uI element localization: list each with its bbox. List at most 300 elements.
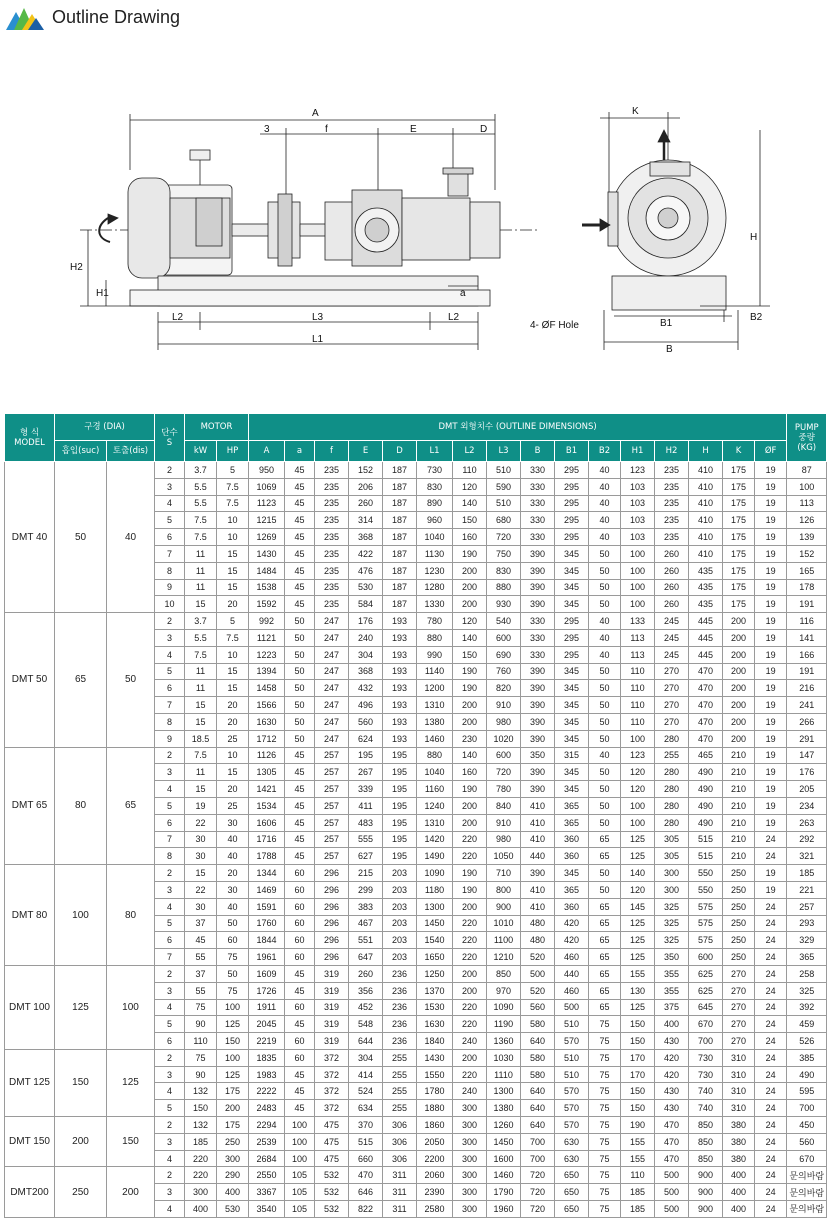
table-cell: 930 — [487, 596, 521, 613]
dim-label-l1: L1 — [312, 334, 324, 345]
table-cell: 19 — [755, 781, 787, 798]
table-cell: 19 — [755, 545, 787, 562]
table-cell: 175 — [723, 579, 755, 596]
header-dis: 토출(dis) — [107, 441, 155, 462]
table-cell: 60 — [217, 932, 249, 949]
table-cell: 55 — [185, 982, 217, 999]
table-cell: 345 — [555, 781, 589, 798]
table-cell: 390 — [521, 680, 555, 697]
table-cell: 15 — [185, 781, 217, 798]
table-cell: 40 — [589, 747, 621, 764]
table-cell: 175 — [723, 495, 755, 512]
table-cell: 257 — [315, 747, 349, 764]
table-cell: 210 — [723, 797, 755, 814]
table-cell: 250 — [723, 949, 755, 966]
table-cell: 660 — [349, 1150, 383, 1167]
table-cell: 560 — [787, 1133, 827, 1150]
table-cell: 570 — [555, 1117, 589, 1134]
table-cell: 45 — [285, 965, 315, 982]
table-cell: 720 — [521, 1184, 555, 1201]
table-cell: 980 — [487, 713, 521, 730]
table-cell: 235 — [655, 462, 689, 479]
header-col: D — [383, 441, 417, 462]
table-cell: 1960 — [487, 1201, 521, 1218]
table-cell: 193 — [383, 629, 417, 646]
table-cell: 350 — [521, 747, 555, 764]
table-cell: 1606 — [249, 814, 285, 831]
table-cell: 410 — [689, 512, 723, 529]
table-cell: 1600 — [487, 1150, 521, 1167]
table-cell: 385 — [787, 1049, 827, 1066]
table-cell: 880 — [417, 629, 453, 646]
dis-cell: 200 — [107, 1167, 155, 1217]
table-cell: 760 — [487, 663, 521, 680]
table-cell: 3540 — [249, 1201, 285, 1218]
table-cell: 1844 — [249, 932, 285, 949]
table-cell: 220 — [453, 1066, 487, 1083]
table-cell: 100 — [621, 545, 655, 562]
table-cell: 1790 — [487, 1184, 521, 1201]
table-cell: 190 — [453, 680, 487, 697]
table-cell: 345 — [555, 865, 589, 882]
table-cell: 90 — [185, 1016, 217, 1033]
table-cell: 145 — [621, 898, 655, 915]
table-cell: 3 — [155, 629, 185, 646]
table-cell: 250 — [723, 932, 755, 949]
table-cell: 570 — [555, 1100, 589, 1117]
table-cell: 380 — [723, 1150, 755, 1167]
table-cell: 410 — [689, 462, 723, 479]
table-cell: 1550 — [417, 1066, 453, 1083]
table-cell: 1469 — [249, 881, 285, 898]
table-cell: 132 — [185, 1083, 217, 1100]
table-cell: 185 — [621, 1201, 655, 1218]
table-cell: 314 — [349, 512, 383, 529]
table-cell: 411 — [349, 797, 383, 814]
table-cell: 65 — [589, 898, 621, 915]
table-cell: 780 — [487, 781, 521, 798]
table-cell: 40 — [217, 848, 249, 865]
sub-header-row — [5, 441, 827, 462]
table-cell: 270 — [723, 1016, 755, 1033]
table-cell: 345 — [555, 697, 589, 714]
table-cell: 390 — [521, 697, 555, 714]
table-cell: 410 — [521, 881, 555, 898]
table-cell: 1788 — [249, 848, 285, 865]
table-cell: 175 — [723, 562, 755, 579]
table-cell: 450 — [787, 1117, 827, 1134]
table-cell: 390 — [521, 730, 555, 747]
table-row — [5, 1167, 827, 1184]
table-cell: 110 — [621, 697, 655, 714]
table-cell: 140 — [621, 865, 655, 882]
table-cell: 410 — [521, 831, 555, 848]
table-cell: 435 — [689, 596, 723, 613]
table-cell: 445 — [689, 629, 723, 646]
table-cell: 1223 — [249, 646, 285, 663]
header-col: L3 — [487, 441, 521, 462]
table-cell: 470 — [689, 730, 723, 747]
table-cell: 3 — [155, 1066, 185, 1083]
table-cell: 1835 — [249, 1049, 285, 1066]
table-cell: 300 — [453, 1201, 487, 1218]
table-cell: 270 — [655, 663, 689, 680]
header-col: kW — [185, 441, 217, 462]
table-cell: 15 — [185, 596, 217, 613]
table-cell: 203 — [383, 898, 417, 915]
table-cell: 647 — [349, 949, 383, 966]
table-cell: 19 — [755, 462, 787, 479]
dim-label-h: H — [750, 232, 758, 243]
table-cell: 75 — [589, 1133, 621, 1150]
table-cell: 255 — [383, 1100, 417, 1117]
table-cell: 470 — [655, 1150, 689, 1167]
table-cell: 470 — [689, 713, 723, 730]
table-cell: 290 — [217, 1167, 249, 1184]
table-cell: 295 — [555, 613, 589, 630]
table-cell: 19 — [755, 730, 787, 747]
table-cell: 330 — [521, 462, 555, 479]
table-cell: 1458 — [249, 680, 285, 697]
table-cell: 22 — [185, 881, 217, 898]
table-cell: 430 — [655, 1033, 689, 1050]
table-row — [5, 1049, 827, 1066]
table-cell: 3.7 — [185, 613, 217, 630]
table-cell: 45 — [285, 512, 315, 529]
table-cell: 45 — [285, 848, 315, 865]
table-cell: 470 — [689, 680, 723, 697]
table-cell: 990 — [417, 646, 453, 663]
table-cell: 850 — [689, 1117, 723, 1134]
table-cell: 1215 — [249, 512, 285, 529]
table-cell: 235 — [315, 545, 349, 562]
table-cell: 150 — [621, 1083, 655, 1100]
table-cell: 220 — [453, 831, 487, 848]
table-cell: 496 — [349, 697, 383, 714]
table-cell: 319 — [315, 982, 349, 999]
table-cell: 120 — [621, 881, 655, 898]
table-cell: 500 — [655, 1201, 689, 1218]
table-cell: 24 — [755, 1016, 787, 1033]
table-cell: 50 — [589, 730, 621, 747]
model-cell: DMT200 — [5, 1167, 55, 1217]
table-cell: 850 — [689, 1133, 723, 1150]
table-cell: 830 — [417, 478, 453, 495]
table-cell: 257 — [315, 814, 349, 831]
table-cell: 600 — [487, 747, 521, 764]
dim-label-h2: H2 — [70, 262, 83, 273]
table-cell: 110 — [621, 1167, 655, 1184]
table-cell: 296 — [315, 949, 349, 966]
table-cell: 390 — [521, 562, 555, 579]
table-cell: 50 — [589, 562, 621, 579]
table-cell: 4 — [155, 1150, 185, 1167]
dim-label-e: E — [410, 124, 417, 135]
table-cell: 315 — [555, 747, 589, 764]
table-cell: 200 — [453, 814, 487, 831]
table-cell: 580 — [521, 1016, 555, 1033]
table-cell: 205 — [787, 781, 827, 798]
table-cell: 345 — [555, 562, 589, 579]
table-cell: 200 — [723, 713, 755, 730]
table-cell: 87 — [787, 462, 827, 479]
table-cell: 7 — [155, 545, 185, 562]
table-cell: 175 — [723, 529, 755, 546]
dim-label-l2-right: L2 — [448, 312, 460, 323]
table-cell: 380 — [723, 1133, 755, 1150]
table-cell: 193 — [383, 713, 417, 730]
table-cell: 195 — [383, 747, 417, 764]
table-cell: 255 — [383, 1049, 417, 1066]
table-cell: 280 — [655, 797, 689, 814]
table-cell: 11 — [185, 680, 217, 697]
table-cell: 555 — [349, 831, 383, 848]
table-cell: 175 — [217, 1083, 249, 1100]
table-cell: 247 — [315, 730, 349, 747]
table-cell: 296 — [315, 881, 349, 898]
table-cell: 200 — [723, 613, 755, 630]
table-cell: 3 — [155, 1184, 185, 1201]
table-cell: 132 — [185, 1117, 217, 1134]
table-cell: 2 — [155, 865, 185, 882]
table-cell: 475 — [315, 1133, 349, 1150]
table-cell: 190 — [621, 1117, 655, 1134]
table-cell: 329 — [787, 932, 827, 949]
table-cell: 740 — [689, 1083, 723, 1100]
table-cell: 1566 — [249, 697, 285, 714]
table-cell: 257 — [315, 781, 349, 798]
table-cell: 100 — [217, 1049, 249, 1066]
table-cell: 110 — [621, 680, 655, 697]
table-cell: 1484 — [249, 562, 285, 579]
table-cell: 175 — [723, 596, 755, 613]
table-cell: 1380 — [417, 713, 453, 730]
table-cell: 8 — [155, 713, 185, 730]
table-cell: 203 — [383, 932, 417, 949]
table-cell: 45 — [285, 781, 315, 798]
table-cell: 575 — [689, 932, 723, 949]
table-cell: 4 — [155, 898, 185, 915]
table-cell: 166 — [787, 646, 827, 663]
table-cell: 60 — [285, 932, 315, 949]
header-col: L1 — [417, 441, 453, 462]
table-cell: 105 — [285, 1201, 315, 1218]
table-cell: 200 — [453, 965, 487, 982]
table-cell: 100 — [621, 579, 655, 596]
table-cell: 500 — [655, 1167, 689, 1184]
table-cell: 25 — [217, 730, 249, 747]
table-cell: 2 — [155, 613, 185, 630]
table-cell: 247 — [315, 613, 349, 630]
table-cell: 200 — [453, 596, 487, 613]
table-cell: 1430 — [417, 1049, 453, 1066]
table-cell: 60 — [285, 1049, 315, 1066]
table-cell: 390 — [521, 713, 555, 730]
table-cell: 257 — [315, 848, 349, 865]
table-cell: 390 — [521, 579, 555, 596]
table-cell: 296 — [315, 932, 349, 949]
table-cell: 25 — [217, 797, 249, 814]
table-cell: 900 — [689, 1201, 723, 1218]
table-cell: 155 — [621, 1150, 655, 1167]
table-cell: 4 — [155, 1083, 185, 1100]
table-cell: 203 — [383, 915, 417, 932]
table-cell: 680 — [487, 512, 521, 529]
table-cell: 15 — [217, 562, 249, 579]
table-cell: 645 — [689, 999, 723, 1016]
table-cell: 360 — [555, 898, 589, 915]
table-cell: 200 — [723, 680, 755, 697]
table-cell: 210 — [723, 747, 755, 764]
table-cell: 250 — [723, 881, 755, 898]
table-cell: 8 — [155, 562, 185, 579]
table-cell: 75 — [589, 1083, 621, 1100]
table-cell: 10 — [155, 596, 185, 613]
table-cell: 590 — [487, 478, 521, 495]
table-cell: 200 — [217, 1100, 249, 1117]
table-cell: 37 — [185, 965, 217, 982]
table-cell: 140 — [453, 629, 487, 646]
table-cell: 100 — [621, 730, 655, 747]
table-cell: 45 — [285, 814, 315, 831]
table-cell: 65 — [589, 999, 621, 1016]
table-cell: 110 — [453, 462, 487, 479]
table-cell: 50 — [589, 781, 621, 798]
table-cell: 1860 — [417, 1117, 453, 1134]
dim-label-l2-left: L2 — [172, 312, 184, 323]
table-cell: 390 — [521, 663, 555, 680]
table-cell: 50 — [589, 697, 621, 714]
table-cell: 532 — [315, 1201, 349, 1218]
table-cell: 191 — [787, 596, 827, 613]
table-cell: 187 — [383, 462, 417, 479]
table-cell: 520 — [521, 982, 555, 999]
table-cell: 548 — [349, 1016, 383, 1033]
table-cell: 216 — [787, 680, 827, 697]
table-cell: 45 — [285, 562, 315, 579]
table-cell: 210 — [723, 848, 755, 865]
table-cell: 236 — [383, 1016, 417, 1033]
table-cell: 1069 — [249, 478, 285, 495]
table-cell: 420 — [655, 1049, 689, 1066]
table-cell: 410 — [689, 478, 723, 495]
table-cell: 247 — [315, 697, 349, 714]
table-cell: 7.5 — [185, 529, 217, 546]
table-cell: 20 — [217, 697, 249, 714]
table-cell: 24 — [755, 1117, 787, 1134]
table-cell: 7.5 — [217, 495, 249, 512]
table-cell: 470 — [349, 1167, 383, 1184]
table-cell: 584 — [349, 596, 383, 613]
table-cell: 152 — [787, 545, 827, 562]
table-cell: 125 — [217, 1066, 249, 1083]
dim-label-b: B — [666, 344, 673, 355]
table-cell: 3 — [155, 982, 185, 999]
table-row — [5, 462, 827, 479]
table-cell: 160 — [453, 764, 487, 781]
table-cell: 1911 — [249, 999, 285, 1016]
table-cell: 330 — [521, 629, 555, 646]
table-cell: 3 — [155, 1133, 185, 1150]
table-cell: 4 — [155, 646, 185, 663]
table-cell: 1310 — [417, 814, 453, 831]
table-cell: 24 — [755, 1184, 787, 1201]
dim-label-d: D — [480, 124, 488, 135]
table-cell: 2684 — [249, 1150, 285, 1167]
table-cell: 625 — [689, 965, 723, 982]
table-cell: 575 — [689, 915, 723, 932]
table-cell: 644 — [349, 1033, 383, 1050]
table-cell: 65 — [589, 848, 621, 865]
table-cell: 483 — [349, 814, 383, 831]
table-cell: 195 — [383, 797, 417, 814]
table-cell: 230 — [453, 730, 487, 747]
table-cell: 60 — [285, 1033, 315, 1050]
table-cell: 40 — [217, 831, 249, 848]
table-cell: 390 — [521, 764, 555, 781]
suc-cell: 250 — [55, 1167, 107, 1217]
header-col: E — [349, 441, 383, 462]
dim-label-k: K — [632, 106, 639, 117]
table-cell: 45 — [285, 764, 315, 781]
table-cell: 140 — [453, 495, 487, 512]
table-cell: 247 — [315, 629, 349, 646]
table-cell: 175 — [217, 1117, 249, 1134]
table-cell: 1240 — [417, 797, 453, 814]
table-cell: 430 — [655, 1100, 689, 1117]
table-row — [5, 965, 827, 982]
table-cell: 575 — [689, 898, 723, 915]
table-cell: 24 — [755, 965, 787, 982]
table-cell: 1100 — [487, 932, 521, 949]
table-cell: 20 — [217, 713, 249, 730]
table-cell: 1780 — [417, 1083, 453, 1100]
table-cell: 139 — [787, 529, 827, 546]
table-cell: 306 — [383, 1117, 417, 1134]
table-cell: 50 — [589, 579, 621, 596]
table-cell: 15 — [217, 764, 249, 781]
table-cell: 187 — [383, 562, 417, 579]
table-cell: 460 — [555, 949, 589, 966]
table-cell: 720 — [487, 529, 521, 546]
table-cell: 50 — [589, 865, 621, 882]
table-cell: 295 — [555, 529, 589, 546]
dim-label-l3: L3 — [312, 312, 324, 323]
table-cell: 103 — [621, 512, 655, 529]
table-cell: 5.5 — [185, 495, 217, 512]
table-cell: 1370 — [417, 982, 453, 999]
table-cell: 245 — [655, 646, 689, 663]
table-cell: 700 — [521, 1150, 555, 1167]
header-suc: 흡입(suc) — [55, 441, 107, 462]
dis-cell: 40 — [107, 462, 155, 613]
table-cell: 문의바람 — [787, 1201, 827, 1218]
table-cell: 500 — [521, 965, 555, 982]
table-cell: 30 — [217, 814, 249, 831]
table-cell: 500 — [655, 1184, 689, 1201]
table-cell: 185 — [185, 1133, 217, 1150]
table-cell: 510 — [555, 1016, 589, 1033]
table-cell: 1330 — [417, 596, 453, 613]
table-cell: 410 — [521, 898, 555, 915]
table-cell: 190 — [453, 545, 487, 562]
table-cell: 75 — [589, 1066, 621, 1083]
table-cell: 19 — [755, 747, 787, 764]
table-cell: 110 — [621, 713, 655, 730]
table-cell: 200 — [453, 982, 487, 999]
table-cell: 540 — [487, 613, 521, 630]
table-cell: 255 — [655, 747, 689, 764]
